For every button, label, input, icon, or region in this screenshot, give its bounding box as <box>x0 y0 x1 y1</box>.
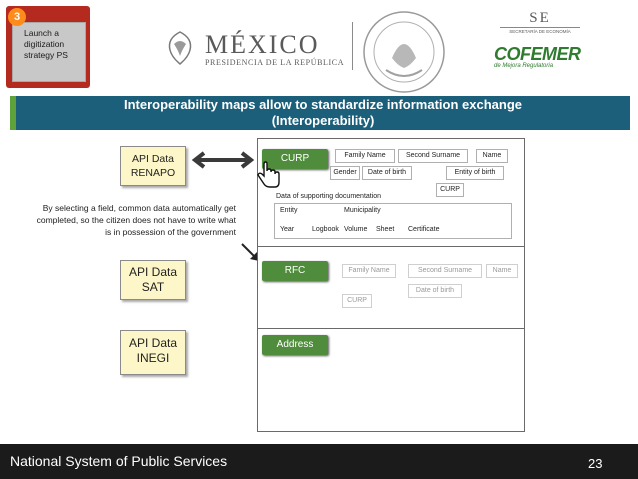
mexico-logo <box>205 30 345 67</box>
section-divider-2 <box>257 328 525 329</box>
rfc-curp-field[interactable]: CURP <box>342 294 372 308</box>
se-subtitle: SECRETARÍA DE ECONOMÍA <box>500 27 580 34</box>
api-sat-line1: API Data <box>128 265 178 279</box>
step-number: 3 <box>8 8 26 26</box>
curp-curp-field[interactable]: CURP <box>436 183 464 197</box>
se-wordmark: SE <box>529 10 551 26</box>
api-renapo-line2: RENAPO <box>130 167 176 179</box>
banner-line-1: Interoperability maps allow to standardize information exchange <box>123 97 523 112</box>
hand-cursor-icon <box>254 160 284 190</box>
section-divider-1 <box>257 246 525 247</box>
api-sat-line2: SAT <box>141 280 165 294</box>
rfc-button[interactable]: RFC <box>262 261 328 281</box>
cofemer-subtitle: de Mejora Regulatoria <box>494 63 554 69</box>
api-inegi-line2: INEGI <box>136 351 170 365</box>
api-inegi-line1: API Data <box>128 336 178 350</box>
doc-volume-label: Volume <box>344 226 368 233</box>
curp-family-name-field[interactable]: Family Name <box>335 149 395 163</box>
rfc-second-surname-field[interactable]: Second Surname <box>408 264 482 278</box>
doc-box <box>274 203 512 239</box>
api-inegi-box <box>120 330 186 375</box>
doc-year-label: Year <box>280 226 295 233</box>
cofemer-logo <box>494 44 581 69</box>
side-note: By selecting a field, common data automatically get completed, so the citizen does not have to write what is in possession of the government <box>36 203 236 237</box>
mexico-eagle-logo <box>162 28 198 68</box>
api-sat-box <box>120 260 186 300</box>
doc-entity-label: Entity <box>280 207 298 214</box>
curp-second-surname-field[interactable]: Second Surname <box>398 149 468 163</box>
rfc-date-of-birth-field[interactable]: Date of birth <box>408 284 462 298</box>
logo-divider <box>352 22 353 70</box>
banner-line-2: (Interoperability) <box>271 113 375 128</box>
doc-certificate-label: Certificate <box>408 226 440 233</box>
rfc-family-name-field[interactable]: Family Name <box>342 264 396 278</box>
footer-title: National System of Public Services <box>10 453 228 469</box>
address-button[interactable]: Address <box>262 335 328 355</box>
curp-entity-of-birth-field[interactable]: Entity of birth <box>446 166 504 180</box>
doc-municipality-label: Municipality <box>344 207 381 214</box>
national-seal-icon <box>362 10 446 94</box>
double-arrow-icon <box>190 150 256 170</box>
mexico-wordmark: MÉXICO <box>205 30 320 59</box>
curp-button[interactable]: CURP <box>262 149 328 169</box>
se-logo <box>500 10 580 34</box>
mexico-subtitle: PRESIDENCIA DE LA REPÚBLICA <box>205 58 345 67</box>
rfc-name-field[interactable]: Name <box>486 264 518 278</box>
api-renapo-line1: API Data <box>131 153 175 165</box>
step-title: Launch a digitization strategy PS <box>24 28 68 60</box>
banner-title <box>16 97 630 129</box>
doc-section-label: Data of supporting documentation <box>276 193 382 200</box>
curp-name-field[interactable]: Name <box>476 149 508 163</box>
doc-sheet-label: Sheet <box>376 226 395 233</box>
doc-logbook-label: Logbook <box>312 226 339 233</box>
curp-date-of-birth-field[interactable]: Date of birth <box>362 166 412 180</box>
page-number: 23 <box>588 456 603 471</box>
form-panel <box>257 138 525 432</box>
cofemer-wordmark: COFEMER <box>494 44 581 64</box>
api-renapo-box <box>120 146 186 186</box>
curp-gender-field[interactable]: Gender <box>330 166 360 180</box>
